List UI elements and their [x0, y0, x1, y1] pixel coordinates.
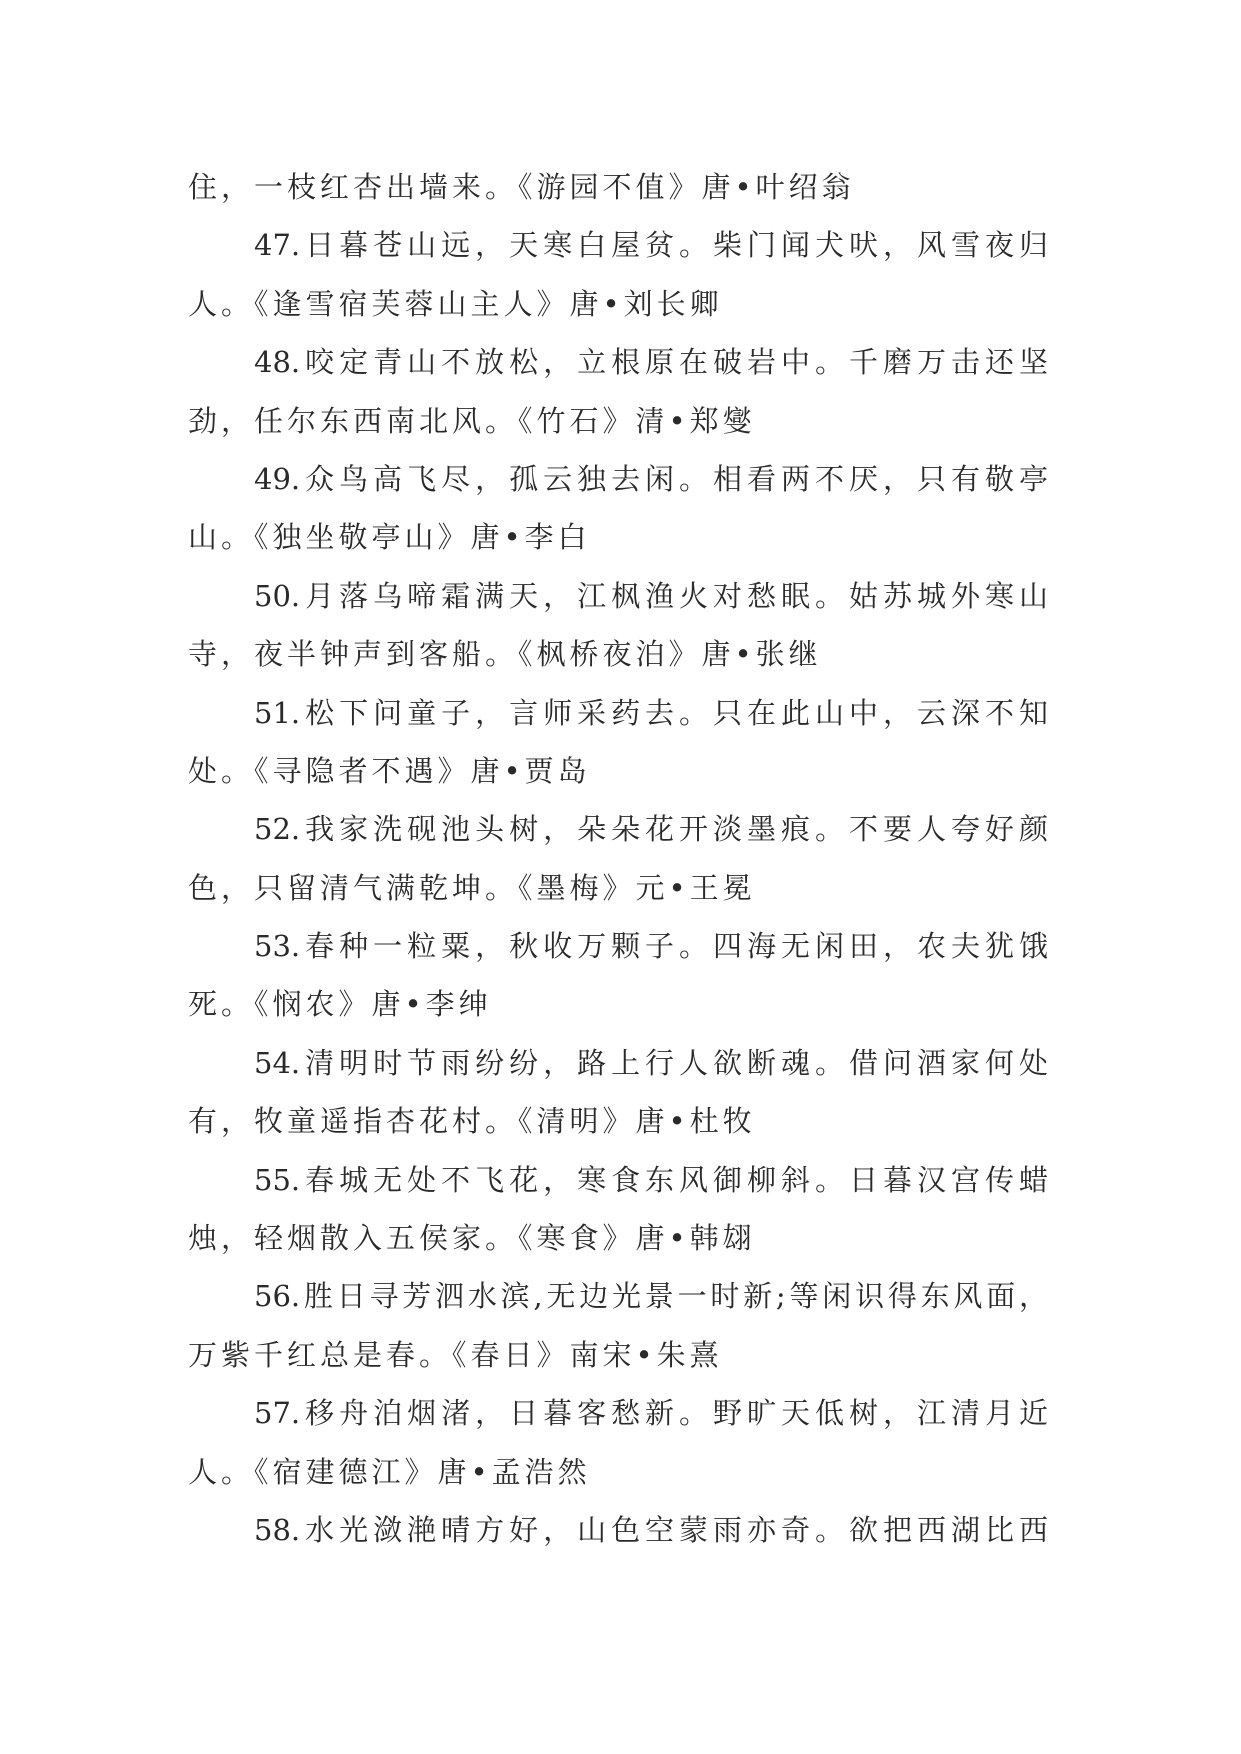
text-line: 人。《宿建德江》唐•孟浩然 — [188, 1454, 591, 1489]
poem-entry-53-line: 53.春种一粒粟，秋收万颗子。四海无闲田，农夫犹饿 — [254, 929, 1048, 964]
text-line: 烛，轻烟散入五侯家。《寒食》唐•韩翃 — [188, 1221, 756, 1256]
poem-entry-54-line: 54.清明时节雨纷纷，路上行人欲断魂。借问酒家何处 — [254, 1045, 1048, 1080]
text-line: 山。《独坐敬亭山》唐•李白 — [188, 520, 591, 555]
text-line: 寺，夜半钟声到客船。《枫桥夜泊》唐•张继 — [188, 637, 822, 672]
text-line: 有，牧童遥指杏花村。《清明》唐•杜牧 — [188, 1104, 756, 1139]
poem-entry-49-line: 49.众鸟高飞尽，孤云独去闲。相看两不厌，只有敬亭 — [254, 461, 1048, 496]
poem-entry-50-line: 50.月落乌啼霜满天，江枫渔火对愁眠。姑苏城外寒山 — [254, 578, 1048, 613]
text-line: 色，只留清气满乾坤。《墨梅》元•王冕 — [188, 870, 756, 905]
text-line: 劲，任尔东西南北风。《竹石》清•郑燮 — [188, 403, 756, 438]
poem-entry-56-line: 56.胜日寻芳泗水滨,无边光景一时新;等闲识得东风面， — [254, 1279, 1048, 1314]
poem-entry-57-line: 57.移舟泊烟渚，日暮客愁新。野旷天低树，江清月近 — [254, 1396, 1048, 1431]
poem-list — [188, 158, 1048, 1559]
text-line: 死。《悯农》唐•李绅 — [188, 987, 492, 1022]
poem-entry-55-line: 55.春城无处不飞花，寒食东风御柳斜。日暮汉宫传蜡 — [254, 1162, 1048, 1197]
text-line: 处。《寻隐者不遇》唐•贾岛 — [188, 753, 591, 788]
poem-entry-47-line: 47.日暮苍山远，天寒白屋贫。柴门闻犬吠，风雪夜归 — [254, 228, 1048, 263]
text-line: 万紫千红总是春。《春日》南宋•朱熹 — [188, 1337, 723, 1372]
text-line: 住，一枝红杏出墙来。《游园不值》唐•叶绍翁 — [188, 170, 855, 204]
poem-entry-58-line: 58.水光潋滟晴方好，山色空蒙雨亦奇。欲把西湖比西 — [254, 1512, 1048, 1547]
poem-entry-51-line: 51.松下问童子，言师采药去。只在此山中，云深不知 — [254, 695, 1048, 730]
poem-entry-52-line: 52.我家洗砚池头树，朵朵花开淡墨痕。不要人夸好颜 — [254, 812, 1048, 847]
text-line: 人。《逢雪宿芙蓉山主人》唐•刘长卿 — [188, 286, 723, 321]
poem-entry-48-line: 48.咬定青山不放松，立根原在破岩中。千磨万击还坚 — [254, 345, 1048, 380]
